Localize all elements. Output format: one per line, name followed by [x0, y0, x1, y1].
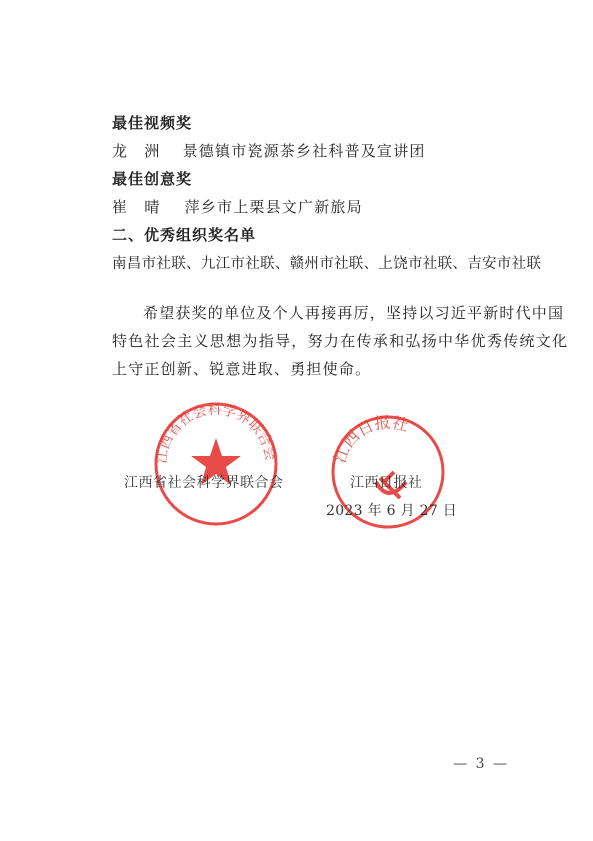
signature-org-2: 江西日报社 [350, 475, 423, 491]
signature-date: 2023 年 6 月 27 日 [326, 503, 458, 519]
page-number: — 3 — [453, 756, 509, 772]
section2-list: 南昌市社联、九江市社联、赣州市社联、上饶市社联、吉安市社联 [112, 256, 542, 272]
closing-line-2: 特色社会主义思想为指导，努力在传承和弘扬中华优秀传统文化 [112, 332, 569, 350]
best-creative-winner-org: 萍乡市上栗县文广新旅局 [184, 198, 363, 216]
best-creative-heading: 最佳创意奖 [112, 170, 193, 188]
section2-heading: 二、优秀组织奖名单 [112, 226, 257, 244]
best-creative-winner-name: 崔 晴 [112, 198, 161, 216]
best-video-winner-org: 景德镇市瓷源茶乡社科普及宣讲团 [182, 142, 426, 160]
seal-2-text: 江西日报社 [330, 412, 411, 466]
best-creative-winner [112, 196, 363, 217]
seal-1 [150, 398, 282, 530]
best-video-winner [112, 140, 426, 161]
signature-org-1: 江西省社会科学界联合会 [124, 475, 284, 491]
closing-line-1: 希望获奖的单位及个人再接再厉，坚持以习近平新时代中国 [143, 304, 565, 322]
best-video-winner-name: 龙 洲 [112, 142, 161, 160]
closing-line-3: 上守正创新、锐意进取、勇担使命。 [112, 360, 372, 378]
seal-1-text: 江西省社会科学界联合会 [153, 401, 279, 465]
best-video-heading: 最佳视频奖 [112, 114, 193, 132]
